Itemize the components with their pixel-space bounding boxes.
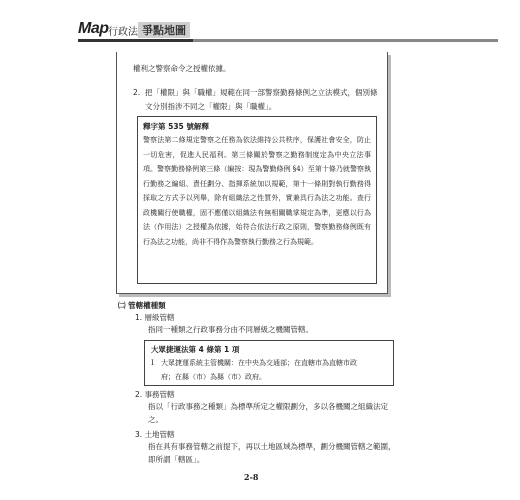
interpretation-body: 警察法第二條規定警察之任務為依法維持公共秩序，保護社會安全，防止一切危害，促進人民福利。第三條關於警察之勤務制度定為中央立法事項。警察勤務條例第三條（編按：現為警勤條例 §4）至第十條乃就警察執行勤務之編組、責任劃分、指揮系統加以規範，第十一條則對執行勤務得採取之方式予以列舉，除有組織法之性質外，實兼具行為法之功能。查行政機關行使職權，固不應僅以組織法有無相關職掌規定為準，更應以行為法（作用法）之授權為依據，始符合依法行政之原則，警察勤務條例既有行為法之功能，尚非不得作為警察執行勤務之行為規範。 bbox=[143, 136, 371, 246]
subsection-heading-2: 2. 事務管轄 bbox=[135, 390, 175, 399]
subsection-text-2: 指以「行政事務之種類」為標準所定之權限劃分，多以各機關之組織法定之。 bbox=[148, 402, 388, 424]
page-number: 2-8 bbox=[244, 472, 259, 482]
subsection-heading-3: 3. 土地管轄 bbox=[135, 430, 175, 439]
header-rule-accent bbox=[78, 39, 193, 42]
book-subject: 行政法 bbox=[108, 27, 138, 38]
subsection-text-1: 指同一種類之行政事務分由不同層級之機關管轄。 bbox=[148, 325, 313, 334]
book-logo: Map bbox=[78, 20, 109, 37]
subsection-heading-1: 1. 層級管轄 bbox=[135, 313, 175, 322]
list-item-2 bbox=[133, 86, 383, 114]
interpretation-box bbox=[137, 116, 377, 284]
statute-title: 大眾捷運法第 4 條第 1 項 bbox=[151, 345, 240, 354]
statute-line-2: 府；在縣（市）為縣（市）政府。 bbox=[161, 373, 266, 381]
subsection-text-3: 指在具有事務管轄之前提下，再以土地區域為標準，劃分機關管轄之範圍，即所謂「轄區」。 bbox=[148, 442, 396, 464]
statute-line-1: 大眾捷運系統主管機關：在中央為交通部；在直轄市為直轄市政 bbox=[161, 359, 357, 367]
list-item-text: 把「權限」與「職權」規範在同一部警察勤務條例之立法模式，個別條文分別指涉不同之「權限」與「職權」。 bbox=[145, 88, 378, 111]
statute-box bbox=[144, 340, 394, 386]
running-header bbox=[78, 20, 498, 42]
list-item-number: 2. bbox=[133, 88, 141, 97]
continued-text: 權利之警察命令之授權依據。 bbox=[133, 64, 231, 73]
section-heading: ㈡ 管轄權種類 bbox=[118, 301, 166, 310]
paragraph-mark: Ⅰ bbox=[151, 359, 154, 367]
book-series-title: 爭點地圖 bbox=[138, 22, 190, 38]
content-frame bbox=[116, 52, 388, 294]
statute-body bbox=[151, 356, 387, 384]
interpretation-title: 釋字第 535 號解釋 bbox=[143, 122, 209, 131]
